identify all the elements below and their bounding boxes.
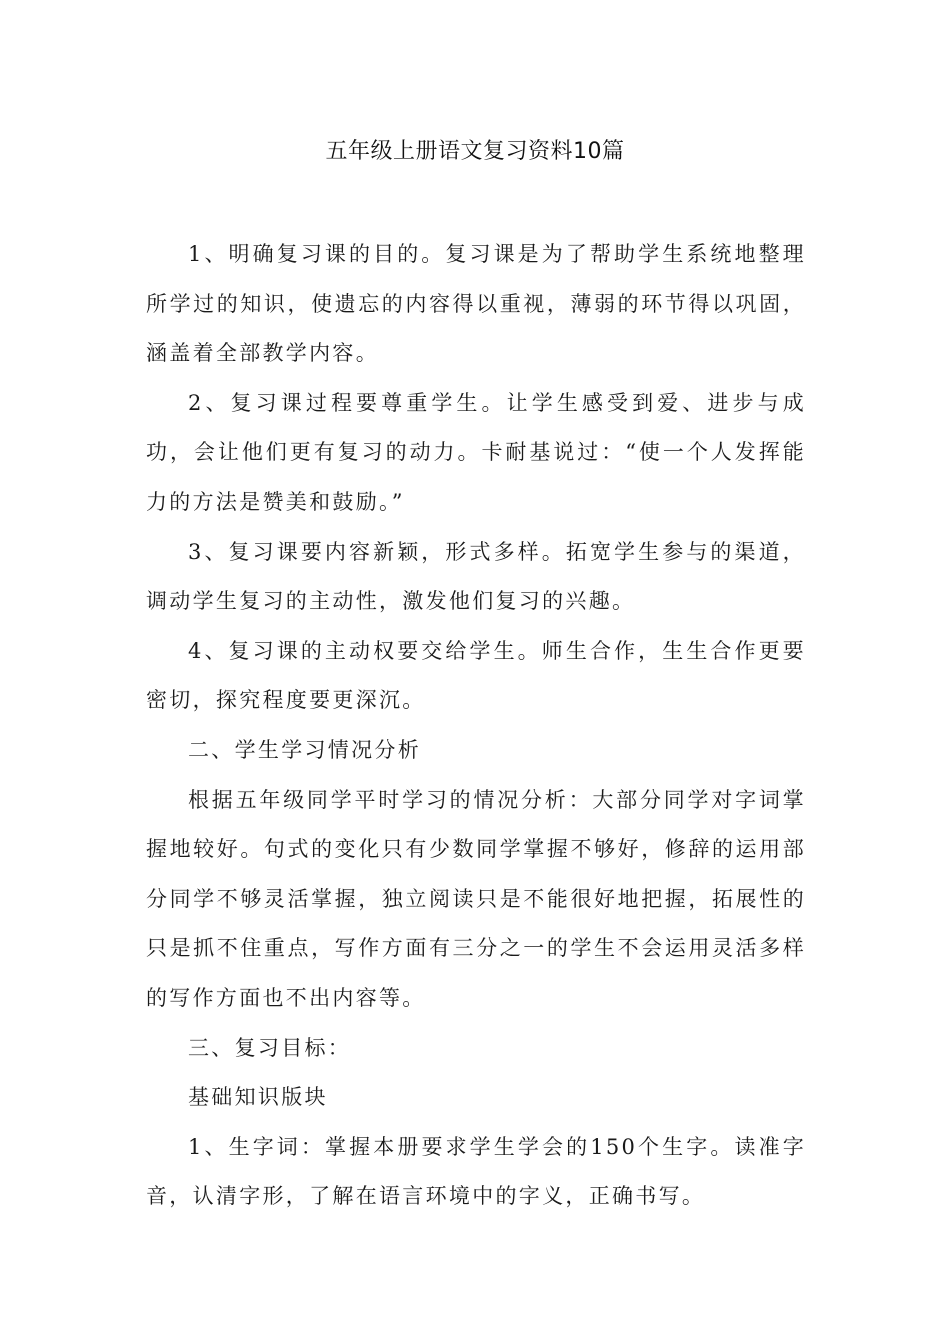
paragraph-respect-students: 2、复习课过程要尊重学生。让学生感受到爱、进步与成功，会让他们更有复习的动力。卡耐基说过：“使一个人发挥能力的方法是赞美和鼓励。” [146,390,806,514]
paragraph-new-characters: 1、生字词：掌握本册要求学生学会的150个生字。读准字音，认清字形，了解在语言环境中的字义，正确书写。 [146,1134,806,1209]
section-heading-situation-analysis: 二、学生学习情况分析 [188,737,421,762]
paragraph-situation-analysis: 根据五年级同学平时学习的情况分析：大部分同学对字词掌握地较好。句式的变化只有少数同学掌握不够好，修辞的运用部分同学不够灵活掌握，独立阅读只是不能很好地把握，拓展性的只是抓不住重点，写作方面有三分之一的学生不会运用灵活多样的写作方面也不出内容等。 [146,787,806,1010]
paragraph-student-initiative: 4、复习课的主动权要交给学生。师生合作，生生合作更要密切，探究程度要更深沉。 [146,638,806,713]
paragraph-review-purpose: 1、明确复习课的目的。复习课是为了帮助学生系统地整理所学过的知识，使遗忘的内容得以重视，薄弱的环节得以巩固，涵盖着全部教学内容。 [146,242,806,366]
document-title: 五年级上册语文复习资料10篇 [325,139,625,164]
subheading-basic-knowledge: 基础知识版块 [188,1085,328,1110]
document-body [146,230,806,1222]
paragraph-novel-content: 3、复习课要内容新颖，形式多样。拓宽学生参与的渠道，调动学生复习的主动性，激发他们复习的兴趣。 [146,539,806,614]
section-heading-review-goals: 三、复习目标： [188,1035,352,1060]
